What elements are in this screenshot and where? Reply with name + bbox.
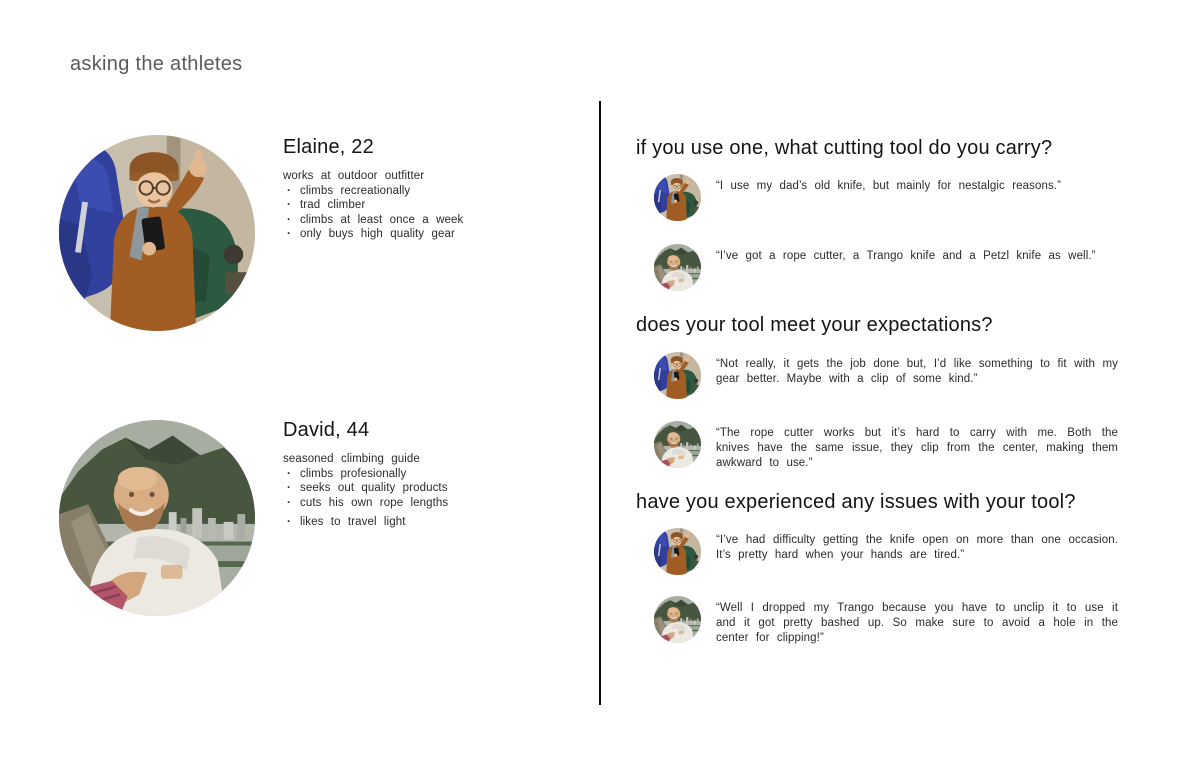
quote-text: “I’ve had difficulty getting the knife open on more than one occasion. It’s pretty hard when your hands are tired.” [716,534,1118,561]
persona-card-david [283,419,493,530]
persona-trait: · climbs at least once a week [283,213,493,228]
elaine-avatar [654,528,701,575]
answer-row [654,244,1118,291]
elaine-avatar [654,352,701,399]
persona-trait: · climbs profesionally [283,467,493,482]
divider-line [599,101,601,705]
quote-text: “I use my dad’s old knife, but mainly for nestalgic reasons.” [716,180,1062,192]
persona-traits-elaine [283,184,493,242]
quote-text: “I’ve got a rope cutter, a Trango knife and a Petzl knife as well.” [716,250,1096,262]
persona-name-david: David, 44 [283,419,370,441]
persona-trait: · climbs recreationally [283,184,493,199]
question-heading-2: does your tool meet your expectations? [636,314,993,336]
persona-intro-david: seasoned climbing guide [283,453,420,465]
elaine-profile-photo [59,135,255,331]
answer-row [654,421,1118,482]
elaine-avatar [654,174,701,221]
answer-row [654,352,1118,399]
answer-row [654,596,1118,657]
persona-trait: · trad climber [283,198,493,213]
persona-intro-elaine: works at outdoor outfitter [283,170,425,182]
david-profile-photo [59,420,255,616]
quote-text: “Not really, it gets the job done but, I’d like something to fit with my gear better. Maybe with a clip of some kind.” [716,358,1118,385]
page-title: asking the athletes [70,53,243,75]
quote-text: “The rope cutter works but it’s hard to carry with me. Both the knives have the same issue, they clip from the center, making them awkward to use.” [716,427,1118,469]
persona-trait: · only buys high quality gear [283,227,493,242]
persona-card-elaine [283,136,493,242]
persona-trait: · cuts his own rope lengths [283,496,493,511]
david-avatar [654,244,701,291]
answer-row [654,528,1118,575]
question-heading-3: have you experienced any issues with your tool? [636,491,1076,513]
persona-trait: · likes to travel light [283,515,493,530]
quote-text: “Well I dropped my Trango because you have to unclip it to use it and it got pretty bashed up. So make sure to avoid a hole in the center for clipping!” [716,602,1118,644]
david-avatar [654,421,701,468]
persona-trait: · seeks out quality products [283,481,493,496]
question-heading-1: if you use one, what cutting tool do you carry? [636,137,1053,159]
persona-name-elaine: Elaine, 22 [283,136,374,158]
david-avatar [654,596,701,643]
persona-traits-david [283,467,493,530]
answer-row [654,174,1118,221]
